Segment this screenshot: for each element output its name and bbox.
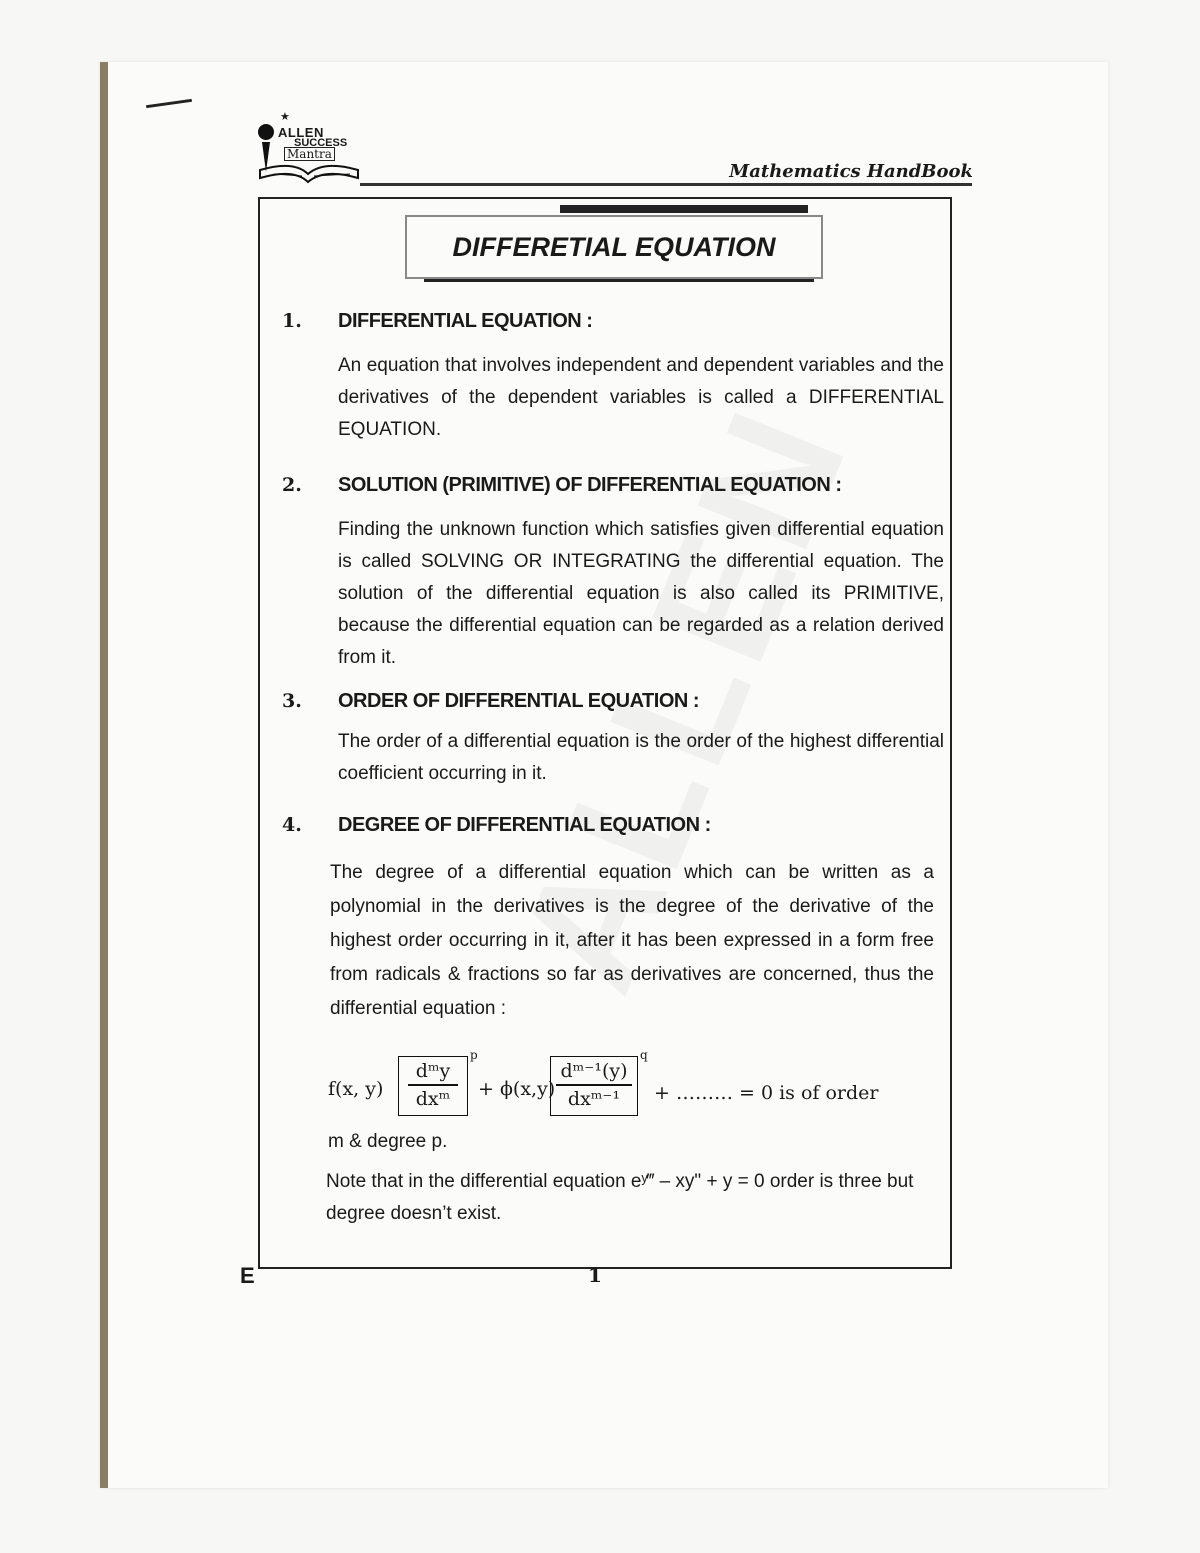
footer-edition-mark: E xyxy=(240,1263,255,1288)
section-heading: ORDER OF DIFFERENTIAL EQUATION : xyxy=(338,690,700,712)
logo-tagline-mantra: Mantra xyxy=(284,147,335,161)
header-rule xyxy=(360,183,972,186)
formula-fraction-1 xyxy=(408,1058,458,1112)
section-body: The order of a differential equation is the order of the highest differential coefficient occurring in it. xyxy=(338,731,944,784)
book-title: Mathematics HandBook xyxy=(729,161,973,182)
fraction-2-numerator: dᵐ⁻¹(y) xyxy=(560,1060,628,1082)
section-heading: SOLUTION (PRIMITIVE) OF DIFFERENTIAL EQUATION : xyxy=(338,474,842,496)
logo-tagline-success: SUCCESS xyxy=(294,137,348,149)
fraction-1-numerator: dᵐy xyxy=(415,1060,451,1082)
degree-formula xyxy=(328,1048,938,1132)
logo-brand: ALLEN xyxy=(278,125,324,140)
formula-middle: + ϕ(x,y) xyxy=(478,1078,556,1100)
title-shadow-top xyxy=(560,205,808,213)
formula-exponent-q: q xyxy=(640,1048,648,1062)
fraction-2-denominator: dxᵐ⁻¹ xyxy=(567,1087,621,1110)
formula-conclusion: m & degree p. xyxy=(328,1131,448,1152)
logo-circle xyxy=(258,124,274,140)
section-heading: DEGREE OF DIFFERENTIAL EQUATION : xyxy=(338,814,711,836)
section-body: Finding the unknown function which satisfies given differential equation is called SOLVING OR INTEGRATING the differential equation. The solution of the differential equation is also called its PRIMITIVE, because the differential equation can be regarded as a relation derived from it. xyxy=(338,519,944,668)
section-body: An equation that involves independent and dependent variables and the derivatives of the dependent variables is called a DIFFERENTIAL EQUATION. xyxy=(338,355,944,440)
section-number: 1. xyxy=(282,310,302,332)
note-text: Note that in the differential equation eʸ‴ – xy" + y = 0 order is three but degree doesn’t exist. xyxy=(326,1171,914,1224)
section-number: 3. xyxy=(282,690,302,712)
fraction-1-denominator: dxᵐ xyxy=(415,1087,451,1110)
formula-lead: f(x, y) xyxy=(328,1078,384,1100)
section-number: 4. xyxy=(282,814,302,836)
section-heading: DIFFERENTIAL EQUATION : xyxy=(338,310,593,332)
section-number: 2. xyxy=(282,474,302,496)
page-number: 1 xyxy=(588,1263,602,1287)
section-body: The degree of a differential equation which can be written as a polynomial in the derivatives is the degree of the derivative of the highest order occurring in it, after it has been expressed in a form free from radicals & fractions so far as derivatives are concerned, thus the differential equation : xyxy=(330,862,934,1019)
formula-tail: + ……… = 0 is of order xyxy=(654,1082,879,1104)
star-icon: ★ xyxy=(280,111,290,123)
formula-fraction-2 xyxy=(556,1058,632,1112)
chapter-title: DIFFERETIAL EQUATION xyxy=(405,215,823,279)
formula-exponent-p: p xyxy=(470,1048,478,1062)
allen-logo xyxy=(254,112,362,188)
